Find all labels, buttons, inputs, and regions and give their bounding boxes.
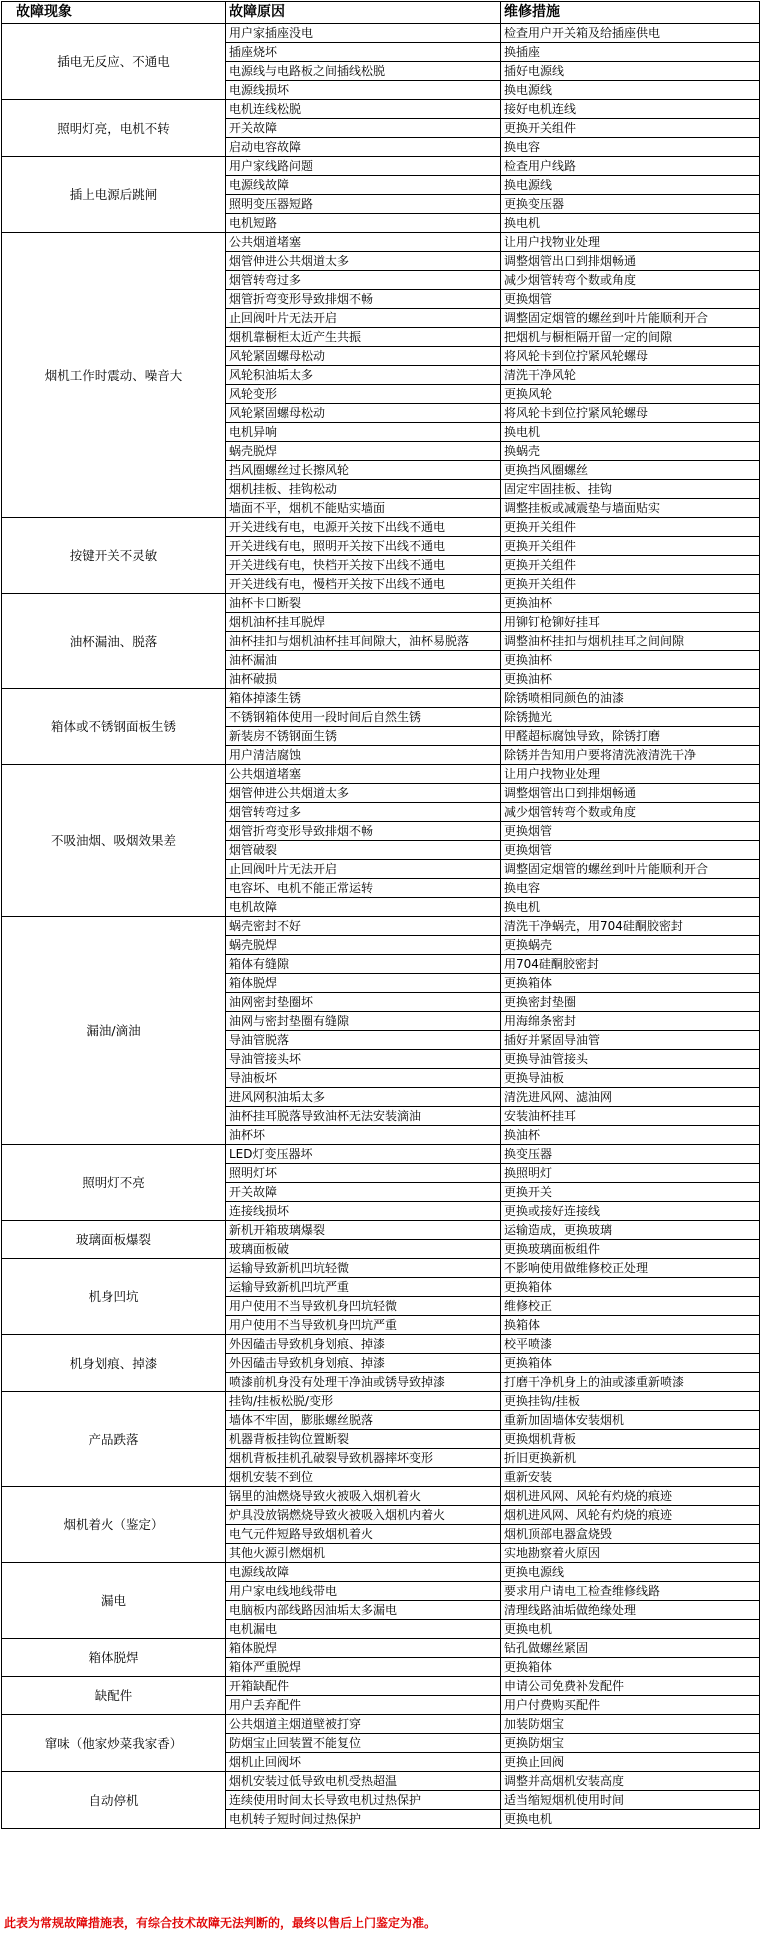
cause-cell: 电机异响: [226, 423, 501, 442]
cause-cell: 油杯挂扣与烟机油杯挂耳间隙大，油杯易脱落: [226, 632, 501, 651]
measure-cell: 让用户找物业处理: [501, 233, 760, 252]
measure-cell: 维修校正: [501, 1297, 760, 1316]
cause-cell: 用户使用不当导致机身凹坑轻微: [226, 1297, 501, 1316]
cause-cell: 电机转子短时间过热保护: [226, 1810, 501, 1829]
measure-cell: 除锈喷相同颜色的油漆: [501, 689, 760, 708]
measure-cell: 更换烟管: [501, 841, 760, 860]
cause-cell: 外因磕击导致机身划痕、掉漆: [226, 1335, 501, 1354]
fault-table: [1, 1, 760, 1829]
measure-cell: 更换烟管: [501, 822, 760, 841]
cause-cell: 公共烟道堵塞: [226, 233, 501, 252]
cause-cell: 烟管破裂: [226, 841, 501, 860]
phenomenon-cell: 照明灯亮，电机不转: [2, 100, 226, 157]
cause-cell: 烟机止回阀坏: [226, 1753, 501, 1772]
measure-cell: 换电源线: [501, 176, 760, 195]
table-row: [2, 594, 760, 613]
cause-cell: 油网密封垫圈坏: [226, 993, 501, 1012]
cause-cell: 用户丢弃配件: [226, 1696, 501, 1715]
cause-cell: 连接线损坏: [226, 1202, 501, 1221]
phenomenon-cell: 不吸油烟、吸烟效果差: [2, 765, 226, 917]
cause-cell: 喷漆前机身没有处理干净油或锈导致掉漆: [226, 1373, 501, 1392]
measure-cell: 换插座: [501, 43, 760, 62]
table-row: [2, 100, 760, 119]
header-row: [2, 2, 760, 24]
cause-cell: 箱体掉漆生锈: [226, 689, 501, 708]
cause-cell: 烟机挂板、挂钩松动: [226, 480, 501, 499]
header-measure: 维修措施: [501, 2, 760, 24]
cause-cell: 电机连线松脱: [226, 100, 501, 119]
measure-cell: 更换烟管: [501, 290, 760, 309]
cause-cell: 防烟宝止回装置不能复位: [226, 1734, 501, 1753]
phenomenon-cell: 机身划痕、掉漆: [2, 1335, 226, 1392]
table-row: [2, 917, 760, 936]
measure-cell: 更换止回阀: [501, 1753, 760, 1772]
cause-cell: 玻璃面板破: [226, 1240, 501, 1259]
cause-cell: 导油板坏: [226, 1069, 501, 1088]
measure-cell: 用铆钉枪铆好挂耳: [501, 613, 760, 632]
measure-cell: 更换风轮: [501, 385, 760, 404]
measure-cell: 重新安装: [501, 1468, 760, 1487]
cause-cell: 电机漏电: [226, 1620, 501, 1639]
phenomenon-cell: 机身凹坑: [2, 1259, 226, 1335]
cause-cell: 开箱缺配件: [226, 1677, 501, 1696]
cause-cell: 开关故障: [226, 1183, 501, 1202]
measure-cell: 换油杯: [501, 1126, 760, 1145]
measure-cell: 清理线路油垢做绝缘处理: [501, 1601, 760, 1620]
cause-cell: 电源线故障: [226, 176, 501, 195]
cause-cell: 烟管折弯变形导致排烟不畅: [226, 290, 501, 309]
cause-cell: 开关进线有电，照明开关按下出线不通电: [226, 537, 501, 556]
table-row: [2, 1563, 760, 1582]
measure-cell: 要求用户请电工检查维修线路: [501, 1582, 760, 1601]
cause-cell: 电气元件短路导致烟机着火: [226, 1525, 501, 1544]
measure-cell: 减少烟管转弯个数或角度: [501, 803, 760, 822]
measure-cell: 让用户找物业处理: [501, 765, 760, 784]
phenomenon-cell: 油杯漏油、脱落: [2, 594, 226, 689]
measure-cell: 更换挂钩/挂板: [501, 1392, 760, 1411]
cause-cell: 用户清洁腐蚀: [226, 746, 501, 765]
measure-cell: 更换开关组件: [501, 575, 760, 594]
measure-cell: 调整油杯挂扣与烟机挂耳之间间隙: [501, 632, 760, 651]
measure-cell: 更换开关组件: [501, 518, 760, 537]
measure-cell: 清洗干净蜗壳，用704硅酮胶密封: [501, 917, 760, 936]
cause-cell: 箱体脱焊: [226, 1639, 501, 1658]
cause-cell: 蜗壳脱焊: [226, 936, 501, 955]
table-row: [2, 157, 760, 176]
measure-cell: 换箱体: [501, 1316, 760, 1335]
cause-cell: 烟机安装过低导致电机受热超温: [226, 1772, 501, 1791]
phenomenon-cell: 漏电: [2, 1563, 226, 1639]
cause-cell: 公共烟道主烟道壁被打穿: [226, 1715, 501, 1734]
cause-cell: 外因磕击导致机身划痕、掉漆: [226, 1354, 501, 1373]
table-row: [2, 1639, 760, 1658]
measure-cell: 更换油杯: [501, 594, 760, 613]
measure-cell: 更换开关组件: [501, 537, 760, 556]
cause-cell: 运输导致新机凹坑严重: [226, 1278, 501, 1297]
table-row: [2, 1392, 760, 1411]
cause-cell: 挡风圈螺丝过长擦风轮: [226, 461, 501, 480]
measure-cell: 插好电源线: [501, 62, 760, 81]
measure-cell: 清洗进风网、滤油网: [501, 1088, 760, 1107]
cause-cell: 箱体有缝隙: [226, 955, 501, 974]
measure-cell: 更换玻璃面板组件: [501, 1240, 760, 1259]
table-row: [2, 1335, 760, 1354]
cause-cell: 开关进线有电，慢档开关按下出线不通电: [226, 575, 501, 594]
phenomenon-cell: 窜味（他家炒菜我家香）: [2, 1715, 226, 1772]
cause-cell: 电源线损坏: [226, 81, 501, 100]
measure-cell: 不影响使用做维修校正处理: [501, 1259, 760, 1278]
cause-cell: 插座烧坏: [226, 43, 501, 62]
measure-cell: 更换电源线: [501, 1563, 760, 1582]
cause-cell: 机器背板挂钩位置断裂: [226, 1430, 501, 1449]
measure-cell: 更换箱体: [501, 1354, 760, 1373]
measure-cell: 更换挡风圈螺丝: [501, 461, 760, 480]
measure-cell: 更换防烟宝: [501, 1734, 760, 1753]
measure-cell: 换电机: [501, 214, 760, 233]
measure-cell: 换电容: [501, 879, 760, 898]
table-row: [2, 1145, 760, 1164]
fault-table-body: [2, 24, 760, 1829]
measure-cell: 用海绵条密封: [501, 1012, 760, 1031]
cause-cell: 连续使用时间太长导致电机过热保护: [226, 1791, 501, 1810]
cause-cell: 油杯破损: [226, 670, 501, 689]
cause-cell: 烟机安装不到位: [226, 1468, 501, 1487]
cause-cell: 油杯挂耳脱落导致油杯无法安装滴油: [226, 1107, 501, 1126]
cause-cell: 其他火源引燃烟机: [226, 1544, 501, 1563]
measure-cell: 换电容: [501, 138, 760, 157]
measure-cell: 更换箱体: [501, 974, 760, 993]
phenomenon-cell: 箱体或不锈钢面板生锈: [2, 689, 226, 765]
cause-cell: 油网与密封垫圈有缝隙: [226, 1012, 501, 1031]
measure-cell: 钻孔做螺丝紧固: [501, 1639, 760, 1658]
cause-cell: 电机短路: [226, 214, 501, 233]
table-row: [2, 24, 760, 43]
cause-cell: 新机开箱玻璃爆裂: [226, 1221, 501, 1240]
cause-cell: 油杯漏油: [226, 651, 501, 670]
cause-cell: 电脑板内部线路因油垢太多漏电: [226, 1601, 501, 1620]
table-row: [2, 765, 760, 784]
cause-cell: 烟机油杯挂耳脱焊: [226, 613, 501, 632]
measure-cell: 更换烟机背板: [501, 1430, 760, 1449]
measure-cell: 更换密封垫圈: [501, 993, 760, 1012]
measure-cell: 调整挂板或减震垫与墙面贴实: [501, 499, 760, 518]
cause-cell: 不锈钢箱体使用一段时间后自然生锈: [226, 708, 501, 727]
cause-cell: 电源线与电路板之间插线松脱: [226, 62, 501, 81]
measure-cell: 烟机顶部电器盒烧毁: [501, 1525, 760, 1544]
phenomenon-cell: 漏油/滴油: [2, 917, 226, 1145]
table-row: [2, 1715, 760, 1734]
cause-cell: 开关故障: [226, 119, 501, 138]
measure-cell: 换电机: [501, 423, 760, 442]
measure-cell: 除锈抛光: [501, 708, 760, 727]
cause-cell: 公共烟道堵塞: [226, 765, 501, 784]
header-cause: 故障原因: [226, 2, 501, 24]
cause-cell: 炉具没放锅燃烧导致火被吸入烟机内着火: [226, 1506, 501, 1525]
cause-cell: 风轮紧固螺母松动: [226, 347, 501, 366]
cause-cell: 烟管折弯变形导致排烟不畅: [226, 822, 501, 841]
table-row: [2, 518, 760, 537]
measure-cell: 插好并紧固导油管: [501, 1031, 760, 1050]
cause-cell: 风轮紧固螺母松动: [226, 404, 501, 423]
cause-cell: 照明灯坏: [226, 1164, 501, 1183]
table-row: [2, 1487, 760, 1506]
measure-cell: 甲醛超标腐蚀导致，除锈打磨: [501, 727, 760, 746]
measure-cell: 更换电机: [501, 1810, 760, 1829]
measure-cell: 更换箱体: [501, 1658, 760, 1677]
cause-cell: 油杯卡口断裂: [226, 594, 501, 613]
cause-cell: 锅里的油燃烧导致火被吸入烟机着火: [226, 1487, 501, 1506]
cause-cell: 止回阀叶片无法开启: [226, 309, 501, 328]
cause-cell: 墙面不平，烟机不能贴实墙面: [226, 499, 501, 518]
cause-cell: 用户使用不当导致机身凹坑严重: [226, 1316, 501, 1335]
table-row: [2, 1772, 760, 1791]
measure-cell: 更换开关: [501, 1183, 760, 1202]
header-phenomenon: 故障现象: [2, 2, 226, 24]
measure-cell: 安装油杯挂耳: [501, 1107, 760, 1126]
phenomenon-cell: 产品跌落: [2, 1392, 226, 1487]
phenomenon-cell: 照明灯不亮: [2, 1145, 226, 1221]
phenomenon-cell: 自动停机: [2, 1772, 226, 1829]
cause-cell: 导油管接头坏: [226, 1050, 501, 1069]
phenomenon-cell: 缺配件: [2, 1677, 226, 1715]
measure-cell: 加装防烟宝: [501, 1715, 760, 1734]
measure-cell: 重新加固墙体安装烟机: [501, 1411, 760, 1430]
measure-cell: 烟机进风网、风轮有灼烧的痕迹: [501, 1487, 760, 1506]
table-row: [2, 1259, 760, 1278]
phenomenon-cell: 烟机工作时震动、噪音大: [2, 233, 226, 518]
cause-cell: 用户家插座没电: [226, 24, 501, 43]
measure-cell: 减少烟管转弯个数或角度: [501, 271, 760, 290]
measure-cell: 将风轮卡到位拧紧风轮螺母: [501, 404, 760, 423]
phenomenon-cell: 插上电源后跳闸: [2, 157, 226, 233]
measure-cell: 换电机: [501, 898, 760, 917]
measure-cell: 更换变压器: [501, 195, 760, 214]
measure-cell: 换变压器: [501, 1145, 760, 1164]
measure-cell: 调整烟管出口到排烟畅通: [501, 252, 760, 271]
measure-cell: 接好电机连线: [501, 100, 760, 119]
cause-cell: 用户家线路问题: [226, 157, 501, 176]
cause-cell: 电机故障: [226, 898, 501, 917]
cause-cell: 新装房不锈钢面生锈: [226, 727, 501, 746]
measure-cell: 换照明灯: [501, 1164, 760, 1183]
measure-cell: 烟机进风网、风轮有灼烧的痕迹: [501, 1506, 760, 1525]
measure-cell: 用户付费购买配件: [501, 1696, 760, 1715]
measure-cell: 用704硅酮胶密封: [501, 955, 760, 974]
cause-cell: 箱体严重脱焊: [226, 1658, 501, 1677]
table-row: [2, 233, 760, 252]
table-row: [2, 1221, 760, 1240]
phenomenon-cell: 按键开关不灵敏: [2, 518, 226, 594]
measure-cell: 更换蜗壳: [501, 936, 760, 955]
cause-cell: 照明变压器短路: [226, 195, 501, 214]
measure-cell: 清洗干净风轮: [501, 366, 760, 385]
measure-cell: 换蜗壳: [501, 442, 760, 461]
cause-cell: 烟机靠橱柜太近产生共振: [226, 328, 501, 347]
measure-cell: 折旧更换新机: [501, 1449, 760, 1468]
measure-cell: 调整固定烟管的螺丝到叶片能顺利开合: [501, 309, 760, 328]
measure-cell: 更换导油管接头: [501, 1050, 760, 1069]
measure-cell: 适当缩短烟机使用时间: [501, 1791, 760, 1810]
measure-cell: 除锈并告知用户要将清洗液清洗干净: [501, 746, 760, 765]
phenomenon-cell: 箱体脱焊: [2, 1639, 226, 1677]
measure-cell: 调整烟管出口到排烟畅通: [501, 784, 760, 803]
cause-cell: 导油管脱落: [226, 1031, 501, 1050]
measure-cell: 打磨干净机身上的油或漆重新喷漆: [501, 1373, 760, 1392]
measure-cell: 调整并高烟机安装高度: [501, 1772, 760, 1791]
cause-cell: 风轮积油垢太多: [226, 366, 501, 385]
cause-cell: 电源线故障: [226, 1563, 501, 1582]
measure-cell: 申请公司免费补发配件: [501, 1677, 760, 1696]
cause-cell: 烟机背板挂机孔破裂导致机器摔坏变形: [226, 1449, 501, 1468]
footnote: 此表为常规故障措施表，有综合技术故障无法判断的，最终以售后上门鉴定为准。: [4, 1916, 437, 1930]
cause-cell: 挂钩/挂板松脱/变形: [226, 1392, 501, 1411]
cause-cell: 止回阀叶片无法开启: [226, 860, 501, 879]
measure-cell: 更换开关组件: [501, 556, 760, 575]
measure-cell: 更换油杯: [501, 670, 760, 689]
cause-cell: 箱体脱焊: [226, 974, 501, 993]
measure-cell: 更换电机: [501, 1620, 760, 1639]
measure-cell: 调整固定烟管的螺丝到叶片能顺利开合: [501, 860, 760, 879]
cause-cell: 进风网积油垢太多: [226, 1088, 501, 1107]
measure-cell: 实地勘察着火原因: [501, 1544, 760, 1563]
cause-cell: 开关进线有电，快档开关按下出线不通电: [226, 556, 501, 575]
measure-cell: 将风轮卡到位拧紧风轮螺母: [501, 347, 760, 366]
cause-cell: 开关进线有电，电源开关按下出线不通电: [226, 518, 501, 537]
cause-cell: 墙体不牢固，膨胀螺丝脱落: [226, 1411, 501, 1430]
cause-cell: 油杯坏: [226, 1126, 501, 1145]
table-row: [2, 1677, 760, 1696]
measure-cell: 更换或接好连接线: [501, 1202, 760, 1221]
measure-cell: 固定牢固挂板、挂钩: [501, 480, 760, 499]
cause-cell: 烟管伸进公共烟道太多: [226, 252, 501, 271]
table-row: [2, 689, 760, 708]
cause-cell: 蜗壳脱焊: [226, 442, 501, 461]
measure-cell: 更换油杯: [501, 651, 760, 670]
measure-cell: 运输造成，更换玻璃: [501, 1221, 760, 1240]
cause-cell: 风轮变形: [226, 385, 501, 404]
cause-cell: 烟管转弯过多: [226, 803, 501, 822]
measure-cell: 更换箱体: [501, 1278, 760, 1297]
measure-cell: 更换导油板: [501, 1069, 760, 1088]
measure-cell: 把烟机与橱柜隔开留一定的间隙: [501, 328, 760, 347]
measure-cell: 更换开关组件: [501, 119, 760, 138]
cause-cell: 蜗壳密封不好: [226, 917, 501, 936]
cause-cell: 电容坏、电机不能正常运转: [226, 879, 501, 898]
measure-cell: 检查用户开关箱及给插座供电: [501, 24, 760, 43]
cause-cell: 用户家电线地线带电: [226, 1582, 501, 1601]
phenomenon-cell: 玻璃面板爆裂: [2, 1221, 226, 1259]
cause-cell: 烟管转弯过多: [226, 271, 501, 290]
measure-cell: 检查用户线路: [501, 157, 760, 176]
cause-cell: 烟管伸进公共烟道太多: [226, 784, 501, 803]
cause-cell: LED灯变压器坏: [226, 1145, 501, 1164]
phenomenon-cell: 插电无反应、不通电: [2, 24, 226, 100]
measure-cell: 校平喷漆: [501, 1335, 760, 1354]
cause-cell: 运输导致新机凹坑轻微: [226, 1259, 501, 1278]
measure-cell: 换电源线: [501, 81, 760, 100]
phenomenon-cell: 烟机着火（鉴定）: [2, 1487, 226, 1563]
cause-cell: 启动电容故障: [226, 138, 501, 157]
